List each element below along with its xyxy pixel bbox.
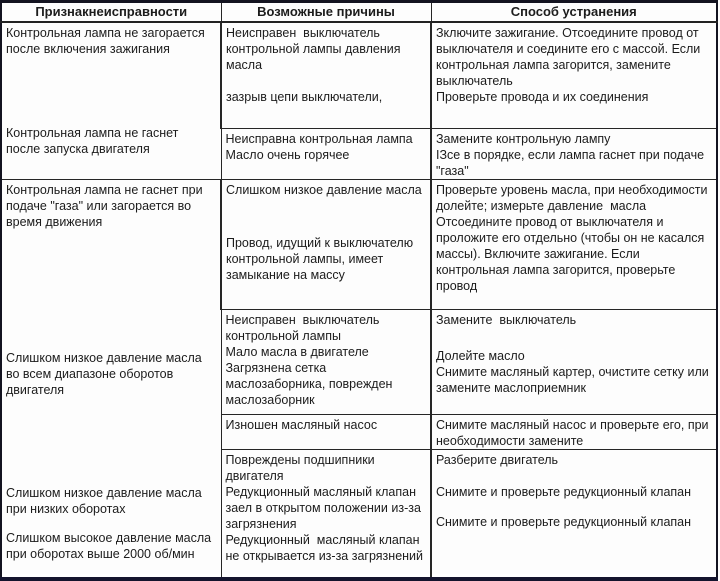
remedy-paragraph: Отсоедините провод от выключателя и проложите его отдельно (чтобы он не касался массы). Включите зажигание. Если контрольная лампа загорится, проверьте провод (436, 214, 708, 293)
remedy-paragraph: Проверьте провода и их соединения (436, 90, 649, 104)
cause-paragraph: Редукционный масляный клапан заел в открытом положении из-за загрязнения (225, 484, 425, 531)
table-row (1, 22, 717, 128)
cell-symptom-lamp (1, 22, 221, 179)
symptom-paragraph: Контрольная лампа не гаснет при подаче "газа" или загорается во время движения (6, 182, 207, 229)
cause-paragraph: Неисправен выключатель контрольной лампы давления масла (226, 26, 404, 72)
cause-paragraph: Повреждены подшипники двигателя (225, 452, 379, 483)
column-header-remedy: Способ устранения (431, 2, 717, 23)
cause-paragraph: Изношен масляный насос (225, 417, 378, 432)
cell-remedy-4 (431, 309, 717, 414)
remedy-paragraph: Замените выключатель (436, 312, 577, 327)
remedy-paragraph: Зключите зажигание. Отсоедините провод от выключателя и соедините его с массой. Если контрольная лампа загорится, замените выключатель (436, 26, 704, 88)
cause-paragraph: Масло очень горячее (225, 147, 350, 162)
cell-symptom-pressure (1, 179, 221, 579)
cause-paragraph: Мало масла в двигателе (225, 344, 369, 359)
cause-paragraph: зазрыв цепи выключатели, (226, 90, 383, 104)
column-header-causes: Возможные причины (221, 2, 431, 23)
symptom-paragraph: Слишком низкое давление масла во всем диапазоне оборотов двигателя (6, 350, 206, 397)
cell-remedy-2 (431, 128, 717, 179)
symptom-paragraph: Слишком высокое давление масла при оборотах выше 2000 об/мин (6, 530, 215, 561)
cause-paragraph: Неисправен выключатель контрольной лампы (225, 312, 383, 343)
cell-cause-2 (221, 128, 431, 179)
remedy-paragraph: IЗсе в порядке, если лампа гаснет при подаче "газа" (436, 147, 708, 178)
cell-remedy-5 (431, 414, 717, 449)
remedy-paragraph: Снимите масляный картер, очистите сетку или замените маслоприемник (436, 364, 713, 395)
symptom-paragraph: Слишком низкое давление масла при низких оборотах (6, 485, 206, 516)
remedy-paragraph: Разберите двигатель (436, 452, 559, 467)
cause-paragraph: Неисправна контрольная лампа (225, 131, 413, 146)
column-header-symptom: Признакнеисправности (1, 2, 221, 23)
cell-cause-5 (221, 414, 431, 449)
cell-cause-6 (221, 449, 431, 579)
cell-remedy-1 (431, 22, 717, 128)
cause-paragraph: Провод, идущий к выключателю контрольной лампы, имеет замыкание на массу (226, 235, 417, 282)
cell-cause-4 (221, 309, 431, 414)
cause-paragraph: Загрязнена сетка маслозаборника, поврежден маслозаборник (225, 360, 396, 407)
cause-paragraph: Слишком низкое давление масла (226, 182, 422, 197)
symptom-paragraph: Контрольная лампа не гаснет после запуска двигателя (6, 126, 182, 156)
header-row (1, 2, 717, 23)
remedy-paragraph: Проверьте уровень масла, при необходимости долейте; измерьте давление масла (436, 182, 711, 213)
remedy-paragraph: Замените контрольную лампу (436, 131, 611, 146)
cell-remedy-3 (431, 179, 717, 309)
cause-paragraph: Редукционный масляный клапан не открывается из-за загрязнений (225, 532, 424, 563)
cell-cause-1 (221, 22, 431, 128)
remedy-paragraph: Снимите и проверьте редукционный клапан (436, 484, 692, 499)
remedy-paragraph: Снимите масляный насос и проверьте его, при необходимости замените (436, 417, 713, 448)
remedy-paragraph: Снимите и проверьте редукционный клапан (436, 514, 692, 529)
cell-cause-3 (221, 179, 431, 309)
symptom-paragraph: Контрольная лампа не загорается после включения зажигания (6, 26, 209, 56)
remedy-paragraph: Долейте масло (436, 348, 525, 363)
table-row (1, 179, 717, 309)
cell-remedy-6 (431, 449, 717, 579)
